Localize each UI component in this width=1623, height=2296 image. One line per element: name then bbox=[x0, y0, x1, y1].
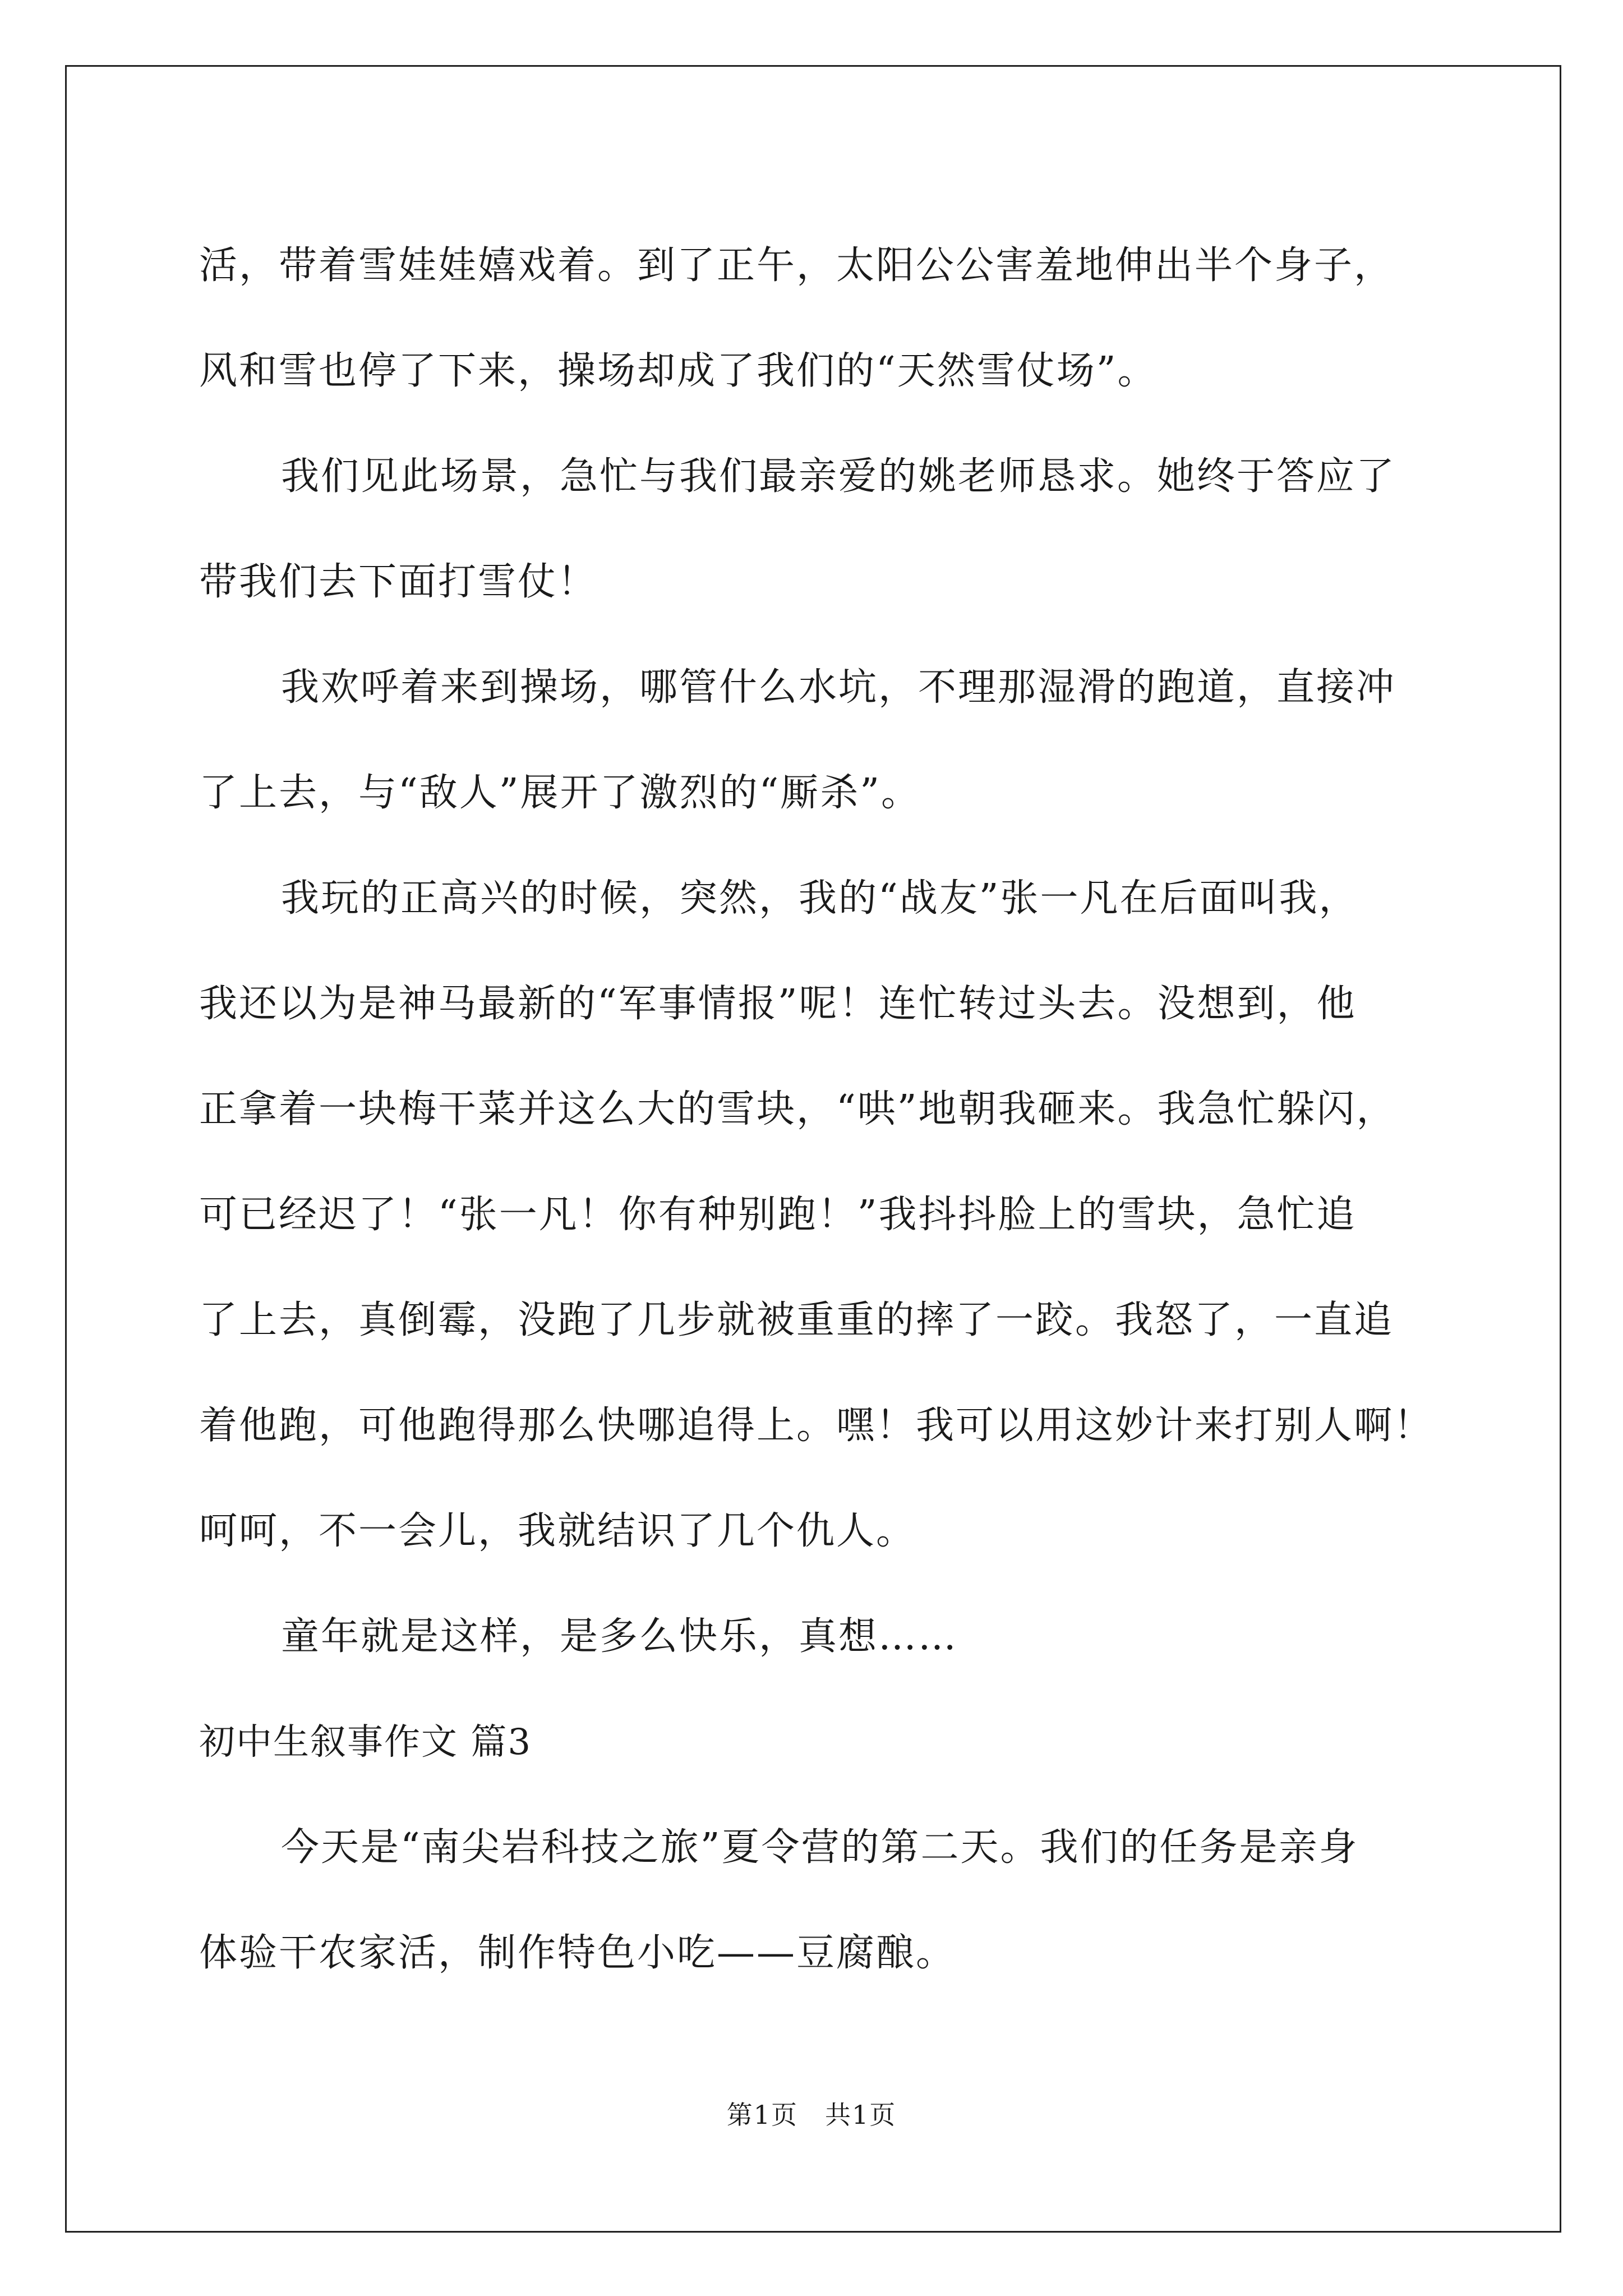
text-line: 呵呵，不一会儿，我就结识了几个仇人。 bbox=[199, 1509, 916, 1553]
text-line: 正拿着一块梅干菜并这么大的雪块，“哄”地朝我砸来。我急忙躲闪， bbox=[199, 1087, 1396, 1131]
paragraph-start: 今天是“南尖岩科技之旅”夏令营的第二天。我们的任务是亲身 bbox=[281, 1825, 1359, 1870]
paragraph-start: 我们见此场景，急忙与我们最亲爱的姚老师恳求。她终于答应了 bbox=[281, 454, 1396, 499]
text-line: 活，带着雪娃娃嬉戏着。到了正午，太阳公公害羞地伸出半个身子， bbox=[199, 243, 1394, 288]
text-line: 风和雪也停了下来，操场却成了我们的“天然雪仗场”。 bbox=[199, 349, 1158, 393]
text-line: 了上去，真倒霉，没跑了几步就被重重的摔了一跤。我怒了，一直追 bbox=[199, 1298, 1394, 1342]
paragraph-start: 我玩的正高兴的时候，突然，我的“战友”张一凡在后面叫我， bbox=[281, 876, 1359, 921]
text-line: 带我们去下面打雪仗！ bbox=[199, 560, 598, 604]
text-line: 体验干农家活，制作特色小吃——豆腐酿。 bbox=[199, 1931, 956, 1975]
paragraph-start: 我欢呼着来到操场，哪管什么水坑，不理那湿滑的跑道，直接冲 bbox=[281, 665, 1396, 710]
section-heading: 初中生叙事作文 篇3 bbox=[199, 1722, 532, 1763]
paragraph-start: 童年就是这样，是多么快乐，真想…… bbox=[281, 1614, 958, 1659]
document-body bbox=[199, 213, 1434, 2006]
text-line: 我还以为是神马最新的“军事情报”呢！连忙转过头去。没想到，他 bbox=[199, 982, 1357, 1026]
page-number: 第1页 共1页 bbox=[726, 2100, 897, 2130]
text-line: 了上去，与“敌人”展开了激烈的“厮杀”。 bbox=[199, 771, 921, 815]
text-line: 着他跑，可他跑得那么快哪追得上。嘿！我可以用这妙计来打别人啊！ bbox=[199, 1404, 1434, 1448]
text-line: 可已经迟了！“张一凡！你有种别跑！”我抖抖脸上的雪块，急忙追 bbox=[199, 1193, 1357, 1237]
